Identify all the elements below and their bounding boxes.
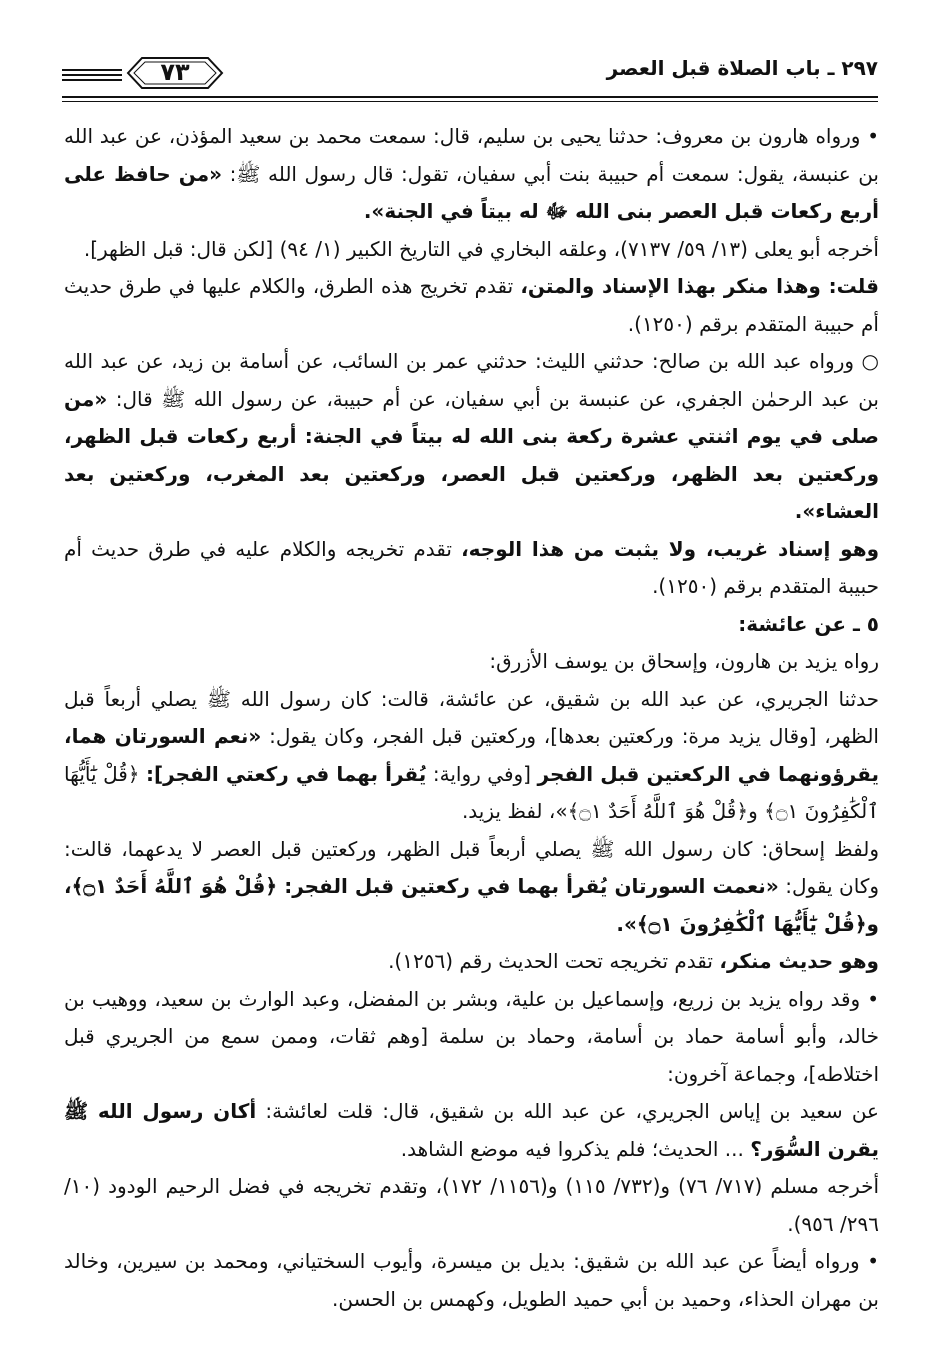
paragraph: • وقد رواه يزيد بن زريع، وإسماعيل بن علية، وبشر بن المفضل، وعبد الوارث بن سعيد، ووهيب بن خالد، وأبو أسامة حماد بن أسامة، وحماد بن سلمة [وهم ثقات، وممن سمع من الجريري قبل اختلاطه]، وجماعة آخرون: [64, 986, 879, 1086]
paragraph: أخرجه مسلم (٧١٧/ ٧٦) و(٧٣٢/ ١١٥) و(١١٥٦/ ١٧٢)، وتقدم تخريجه في فضل الرحيم الودود (١٠/ ٢٩٦/ ٩٥٦). [64, 1174, 880, 1236]
section-heading: ٥ ـ عن عائشة: [738, 611, 879, 636]
paragraph: ولفظ إسحاق: كان رسول الله ﷺ يصلي أربعاً قبل الظهر، وركعتين قبل العصر لا يدعهما، قالت: وكان يقول: «نعمت السورتان يُقرأ بهما في ركعتين قبل الفجر: ﴿قُلْ هُوَ ٱللَّهُ أَحَدٌ ۝١﴾، و﴿قُلْ يَٰٓأَيُّهَا ٱلْكَٰفِرُونَ ۝١﴾». [64, 836, 879, 936]
header-ornament-rules [62, 66, 122, 82]
page-header [62, 42, 878, 102]
page-number-badge [120, 54, 230, 92]
page-body [64, 118, 879, 1318]
page-number: ٧٣ [160, 58, 190, 86]
paragraph: رواه يزيد بن هارون، وإسحاق بن يوسف الأزرق: [489, 649, 879, 673]
paragraph: وهو إسناد غريب، ولا يثبت من هذا الوجه، تقدم تخريجه والكلام عليه في طرق حديث أم حبيبة المتقدم برقم (١٢٥٠). [64, 536, 879, 598]
running-head: ٢٩٧ ـ باب الصلاة قبل العصر [606, 56, 878, 80]
paragraph: أخرجه أبو يعلى (١٣/ ٥٩/ ٧١٣٧)، وعلقه البخاري في التاريخ الكبير (١/ ٩٤) [لكن قال: قبل الظهر]. [83, 236, 879, 261]
paragraph: عن سعيد بن إياس الجريري، عن عبد الله بن شقيق، قال: قلت لعائشة: أكان رسول الله ﷺ يقرن السُّوَر؟ ... الحديث؛ فلم يذكروا فيه موضع الشاهد. [64, 1099, 879, 1161]
paragraph: قلت: وهذا منكر بهذا الإسناد والمتن، تقدم تخريج هذه الطرق، والكلام عليها في طرق حديث أم حبيبة المتقدم برقم (١٢٥٠). [64, 274, 879, 336]
header-rule [62, 96, 878, 98]
paragraph: • ورواه هارون بن معروف: حدثنا يحيى بن سليم، قال: سمعت محمد بن سعيد المؤذن، عن عبد الله بن عنبسة، يقول: سمعت أم حبيبة بنت أبي سفيان، تقول: قال رسول الله ﷺ: «من حافظ على أربع ركعات قبل العصر بنى الله ﷻ له بيتاً في الجنة». [64, 124, 879, 223]
header-rule-thin [62, 101, 878, 102]
paragraph: • ورواه أيضاً عن عبد الله بن شقيق: بديل بن ميسرة، وأيوب السختياني، ومحمد بن سيرين، وخالد بن مهران الحذاء، وحميد بن أبي حميد الطويل، وكهمس بن الحسن. [64, 1249, 879, 1311]
paragraph: حدثنا الجريري، عن عبد الله بن شقيق، عن عائشة، قالت: كان رسول الله ﷺ يصلي أربعاً قبل الظهر، [وقال يزيد مرة: وركعتين بعدها]، وركعتين قبل الفجر، وكان يقول: «نعم السورتان هما، يقرؤونهما في الركعتين قبل الفجر [وفي رواية: يُقرأ بهما في ركعتي الفجر]: ﴿قُلْ يَٰٓأَيُّهَا ٱلْكَٰفِرُونَ ۝١﴾ و﴿قُلْ هُوَ ٱللَّهُ أَحَدٌ ۝١﴾»، لفظ يزيد. [64, 686, 879, 823]
paragraph: ○ ورواه عبد الله بن صالح: حدثني الليث: حدثني عمر بن السائب، عن أسامة بن زيد، عن عبد الله بن عبد الرحمٰن الجفري، عن عنبسة بن أبي سفيان، عن أم حبيبة، عن رسول الله ﷺ قال: «من صلى في يوم اثنتي عشرة ركعة بنى الله له بيتاً في الجنة: أربع ركعات قبل الظهر، وركعتين بعد الظهر، وركعتين قبل العصر، وركعتين بعد المغرب، وركعتين بعد العشاء». [64, 349, 879, 523]
paragraph: وهو حديث منكر، تقدم تخريجه تحت الحديث رقم (١٢٥٦). [388, 949, 879, 973]
